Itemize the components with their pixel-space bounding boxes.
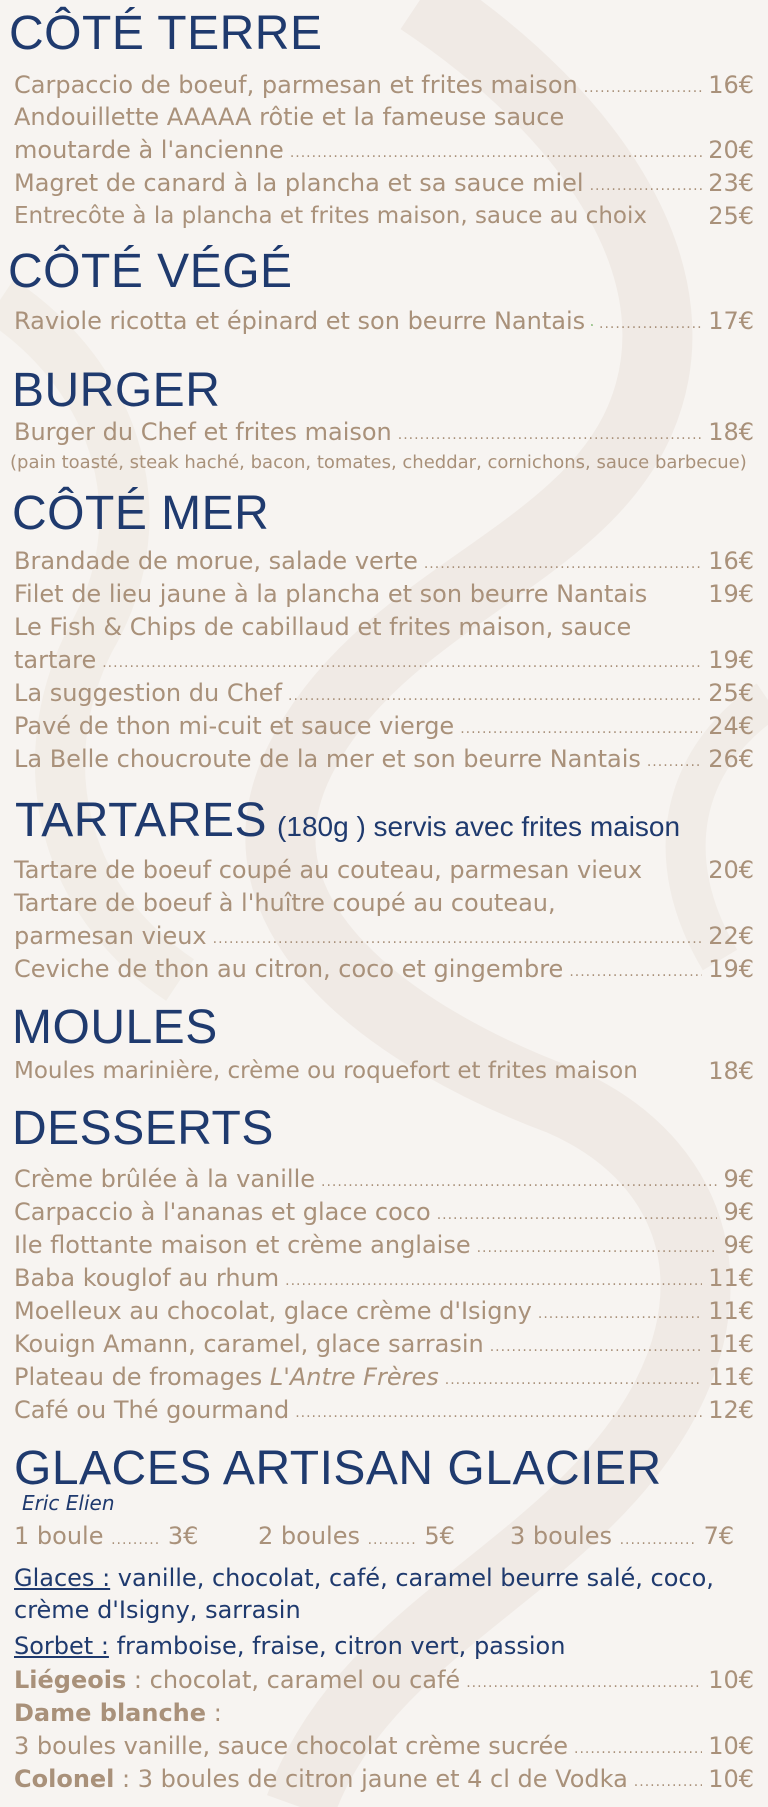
menu-item: Entrecôte à la plancha et frites maison, sauce au choix 25€	[14, 202, 754, 230]
menu-item: tartare ..... 19€	[14, 644, 754, 676]
price: 16€	[708, 71, 754, 99]
menu-item: Kouign Amann, caramel, glace sarrasin ..... 11€	[14, 1328, 754, 1360]
section-title-glaces: GLACES ARTISAN GLACIER	[14, 1442, 662, 1495]
price: 10€	[708, 1732, 754, 1760]
menu-item: Pavé de thon mi-cuit et sauce vierge ..... 24€	[14, 710, 754, 742]
menu-item: Ceviche de thon au citron, coco et gingembre ..... 19€	[14, 953, 754, 985]
price: 11€	[708, 1330, 754, 1358]
dot-leader	[437, 1208, 718, 1222]
menu-item: Baba kouglof au rhum ..... 11€	[14, 1262, 754, 1294]
menu-item: La suggestion du Chef ..... 25€	[14, 677, 754, 709]
price: 16€	[708, 547, 754, 575]
dot-leader	[213, 932, 703, 946]
section-title-vege: CÔTÉ VÉGÉ	[8, 245, 293, 298]
dot-leader	[295, 1406, 702, 1420]
section-title-tartares: TARTARES (180g ) servis avec frites maison	[15, 794, 681, 847]
price: 11€	[708, 1363, 754, 1391]
menu-item-liegeois: Liégeois : chocolat, caramel ou café ..... 10€	[14, 1664, 754, 1696]
dot-leader	[398, 428, 702, 442]
menu-item: Magret de canard à la plancha et sa sauce miel ..... 23€	[14, 167, 754, 199]
price: 20€	[708, 136, 754, 164]
menu-item: Tartare de boeuf coupé au couteau, parmesan vieux 20€	[14, 856, 754, 884]
menu-item: Café ou Thé gourmand ..... 12€	[14, 1394, 754, 1426]
dot-leader	[590, 179, 703, 193]
menu-item: moutarde à l'ancienne ..... 20€	[14, 134, 754, 166]
dot-leader	[290, 146, 702, 160]
dot-leader	[460, 722, 702, 736]
dot-leader	[321, 1175, 717, 1189]
price: 9€	[723, 1198, 754, 1226]
price: 11€	[708, 1264, 754, 1292]
section-title-desserts: DESSERTS	[12, 1102, 274, 1155]
price: 23€	[708, 169, 754, 197]
menu-item: La Belle choucroute de la mer et son beurre Nantais ..... 26€	[14, 743, 754, 775]
price: 19€	[708, 955, 754, 983]
menu-item: Filet de lieu jaune à la plancha et son beurre Nantais 19€	[14, 580, 754, 608]
boule-option: 3 boules .............. 7€	[510, 1522, 735, 1550]
menu-item: Carpaccio de boeuf, parmesan et frites maison ..... 16€	[14, 69, 754, 101]
price: 25€	[708, 679, 754, 707]
price: 18€	[708, 1057, 754, 1085]
price: 19€	[708, 580, 754, 608]
dot-leader	[647, 755, 702, 769]
dot-leader	[285, 1274, 702, 1288]
menu-item: Carpaccio à l'ananas et glace coco ..... 9€	[14, 1196, 754, 1228]
price: 22€	[708, 922, 754, 950]
dot-leader	[445, 1373, 702, 1387]
menu-item-note: (pain toasté, steak haché, bacon, tomates, cheddar, cornichons, sauce barbecue)	[10, 452, 747, 473]
dot-leader	[584, 81, 702, 95]
boules-row	[14, 1520, 754, 1552]
menu-item-line: Tartare de boeuf à l'huître coupé au couteau,	[14, 889, 556, 917]
section-title-mer: CÔTÉ MER	[12, 487, 270, 540]
price: 17€	[708, 307, 754, 335]
dot-leader	[490, 1340, 702, 1354]
price: 10€	[708, 1765, 754, 1793]
section-title-moules: MOULES	[12, 1001, 218, 1054]
dot-leader	[574, 1742, 702, 1756]
price: 18€	[708, 418, 754, 446]
price: 12€	[708, 1396, 754, 1424]
menu-item: parmesan vieux ..... 22€	[14, 920, 754, 952]
boule-option: 1 boule ......... 3€	[14, 1522, 199, 1550]
dot-leader	[538, 1307, 702, 1321]
dame-blanche-title: Dame blanche :	[14, 1699, 222, 1727]
menu-item: Moelleux au chocolat, glace crème d'Isigny ..... 11€	[14, 1295, 754, 1327]
dot-leader	[477, 1241, 718, 1255]
menu-item: Plateau de fromages L'Antre Frères ..... 11€	[14, 1361, 754, 1393]
sorbet-flavours: Sorbet : framboise, fraise, citron vert, passion	[14, 1632, 566, 1660]
section-title-terre: CÔTÉ TERRE	[9, 7, 323, 60]
section-title-burger: BURGER	[12, 364, 221, 417]
dot-leader	[466, 1676, 702, 1690]
menu-item: Crème brûlée à la vanille ..... 9€	[14, 1163, 754, 1195]
glaces-flavours: Glaces : vanille, chocolat, café, caramel beurre salé, coco,	[14, 1564, 714, 1592]
dot-leader	[599, 317, 702, 331]
menu-item: Ile flottante maison et crème anglaise ..... 9€	[14, 1229, 754, 1261]
price: 9€	[723, 1231, 754, 1259]
glaces-flavours-line2: crème d'Isigny, sarrasin	[14, 1596, 301, 1624]
glacier-name: Eric Elien	[22, 1491, 115, 1515]
dot-leader	[634, 1775, 702, 1789]
menu-item-dame-blanche: 3 boules vanille, sauce chocolat crème sucrée ..... 10€	[14, 1730, 754, 1762]
price: 9€	[723, 1165, 754, 1193]
menu-item-colonel: Colonel : 3 boules de citron jaune et 4 cl de Vodka ..... 10€	[14, 1763, 754, 1795]
price: 10€	[708, 1666, 754, 1694]
dot-leader	[569, 965, 702, 979]
price: 20€	[708, 856, 754, 884]
price: 24€	[708, 712, 754, 740]
price: 25€	[708, 202, 754, 230]
menu-item: Moules marinière, crème ou roquefort et frites maison 18€	[14, 1057, 754, 1085]
price: 19€	[708, 646, 754, 674]
dot-leader	[424, 557, 702, 571]
dot-leader	[288, 689, 702, 703]
leaf-icon	[591, 313, 593, 337]
price: 11€	[708, 1297, 754, 1325]
menu-item: Brandade de morue, salade verte ..... 16€	[14, 545, 754, 577]
dot-leader	[102, 656, 702, 670]
menu-item: Burger du Chef et frites maison ..... 18€	[14, 416, 754, 448]
section-subtitle-tartares: (180g ) servis avec frites maison	[277, 811, 681, 842]
menu-item-line: Le Fish & Chips de cabillaud et frites maison, sauce	[14, 613, 632, 641]
menu-item: Raviole ricotta et épinard et son beurre Nantais ..... 17€	[14, 305, 754, 337]
price: 26€	[708, 745, 754, 773]
boule-option: 2 boules ......... 5€	[258, 1522, 455, 1550]
menu-item-line: Andouillette AAAAA rôtie et la fameuse sauce	[14, 103, 565, 131]
